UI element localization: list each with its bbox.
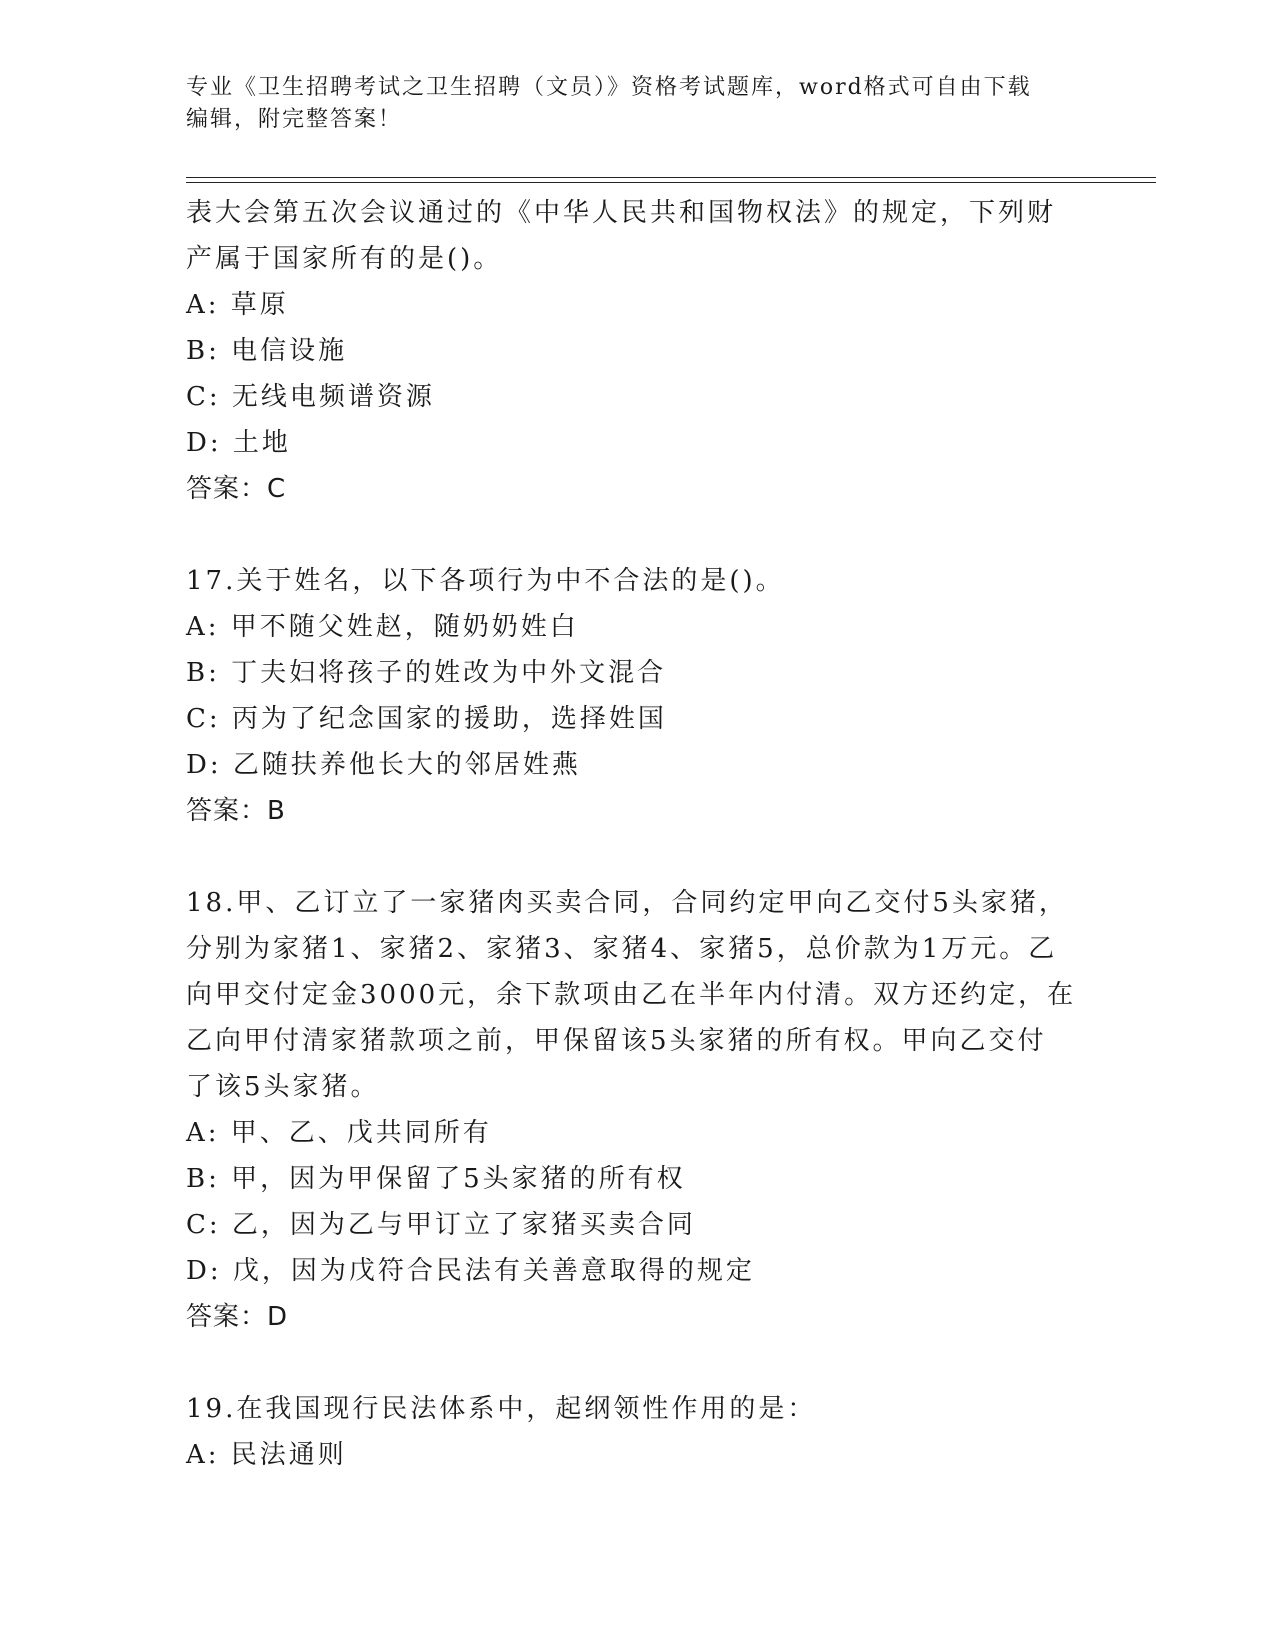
question-stem-line: 表大会第五次会议通过的《中华人民共和国物权法》的规定，下列财 (186, 198, 1057, 228)
option-c: C: 乙，因为乙与甲订立了家猪买卖合同 (186, 1210, 696, 1240)
header-divider-top (186, 177, 1156, 178)
answer-label: 答案：C (186, 474, 287, 504)
option-c: C: 丙为了纪念国家的援助，选择姓国 (186, 704, 667, 734)
question-item (186, 190, 1086, 512)
option-b: B: 丁夫妇将孩子的姓改为中外文混合 (186, 658, 667, 688)
question-spacer (186, 1340, 1086, 1386)
header-line-2: 编辑，附完整答案！ (186, 107, 403, 132)
question-spacer (186, 834, 1086, 880)
option-d: D: 戊，因为戊符合民法有关善意取得的规定 (186, 1256, 755, 1286)
question-stem-line: 乙向甲付清家猪款项之前，甲保留该5头家猪的所有权。甲向乙交付 (186, 1026, 1047, 1056)
question-stem-line: 分别为家猪1、家猪2、家猪3、家猪4、家猪5，总价款为1万元。乙 (186, 934, 1058, 964)
document-header (186, 72, 1086, 136)
option-c: C: 无线电频谱资源 (186, 382, 435, 412)
option-b: B: 电信设施 (186, 336, 348, 366)
question-spacer (186, 512, 1086, 558)
question-item (186, 880, 1086, 1340)
question-stem-line: 产属于国家所有的是()。 (186, 244, 503, 274)
option-a: A: 民法通则 (186, 1440, 347, 1470)
answer-label: 答案：D (186, 1302, 289, 1332)
question-item (186, 1386, 1086, 1478)
answer-label: 答案：B (186, 796, 286, 826)
option-a: A: 甲不随父姓赵，随奶奶姓白 (186, 612, 579, 642)
question-stem-line: 18.甲、乙订立了一家猪肉买卖合同，合同约定甲向乙交付5头家猪， (186, 888, 1068, 918)
option-d: D: 乙随扶养他长大的邻居姓燕 (186, 750, 581, 780)
option-a: A: 草原 (186, 290, 289, 320)
question-stem-line: 19.在我国现行民法体系中，起纲领性作用的是： (186, 1394, 817, 1424)
question-list (186, 190, 1086, 1478)
header-divider-bottom (186, 182, 1156, 183)
header-line-1: 专业《卫生招聘考试之卫生招聘（文员）》资格考试题库，word格式可自由下载 (186, 75, 1032, 100)
option-b: B: 甲，因为甲保留了5头家猪的所有权 (186, 1164, 686, 1194)
question-stem-line: 了该5头家猪。 (186, 1072, 380, 1102)
option-a: A: 甲、乙、戊共同所有 (186, 1118, 492, 1148)
question-stem-line: 17.关于姓名，以下各项行为中不合法的是()。 (186, 566, 785, 596)
question-item (186, 558, 1086, 834)
option-d: D: 土地 (186, 428, 291, 458)
question-stem-line: 向甲交付定金3000元，余下款项由乙在半年内付清。双方还约定，在 (186, 980, 1077, 1010)
